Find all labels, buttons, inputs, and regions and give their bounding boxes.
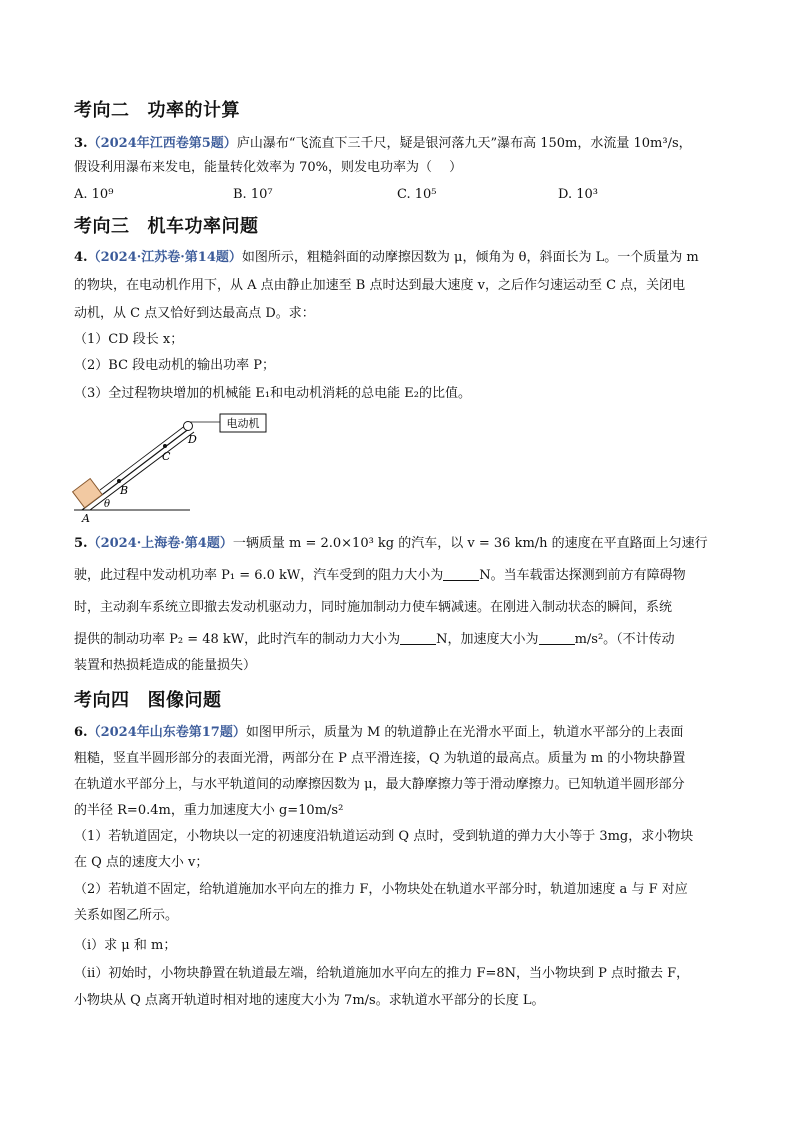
q6-line-8: 关系如图乙所示。 [74,908,179,923]
q4-line-2: 的物块，在电动机作用下，从 A 点由静止加速至 B 点时达到最大速度 v，之后作匀速运动至 C 点，关闭电 [74,278,686,293]
q6-line-3: 在轨道水平部分上，与水平轨道间的动摩擦因数为 μ，最大静摩擦力等于滑动摩擦力。已知轨道半圆形部分 [74,777,685,792]
section-title: 图像问题 [147,690,222,711]
section-title: 功率的计算 [147,100,240,121]
pulley-icon [184,422,193,431]
q6-line-6: 在 Q 点的速度大小 v； [74,855,209,870]
label-a: A [82,512,90,525]
q6-line-10: （ii）初始时，小物块静置在轨道最左端，给轨道施加水平向左的推力 F=8N，当小物块到 P 点时撤去 F， [74,966,690,981]
q4-line-1: 4.（2024·江苏卷·第14题）如图所示，粗糙斜面的动摩擦因数为 μ，倾角为 θ，斜面长为 L。一个质量为 m [74,250,699,265]
q6-line-9: （i）求 μ 和 m； [74,938,177,953]
section-heading-vehicle-power [74,212,259,238]
q3-source: （2024年江西卷第5题） [87,136,237,151]
q4-line-3: 动机，从 C 点又恰好到达最高点 D。求： [74,306,315,321]
q5-line-2: 驶，此过程中发动机功率 P₁ = 6.0 kW，汽车受到的阻力大小为 N。当车载雷达探测到前方有障碍物 [74,568,686,583]
q5-source: （2024·上海卷·第4题） [87,536,233,551]
label-c: C [162,450,171,463]
section-label: 考向四 [74,690,130,711]
q4-sub-3: （3）全过程物块增加的机械能 E₁和电动机消耗的总电能 E₂的比值。 [74,386,471,401]
label-b: B [120,484,129,497]
answer-blank-3[interactable] [539,632,575,645]
q3-line-2: 假设利用瀑布来发电，能量转化效率为 70%，则发电功率为（ ） [74,160,463,175]
answer-blank-2[interactable] [400,632,436,645]
answer-blank-1[interactable] [443,568,479,581]
label-d: D [188,433,197,446]
q5-number: 5. [74,536,88,551]
q3-number: 3. [74,136,88,151]
q6-number: 6. [74,725,88,740]
q4-sub-2: （2）BC 段电动机的输出功率 P； [74,358,276,373]
q6-line-2: 粗糙，竖直半圆形部分的表面光滑，两部分在 P 点平滑连接，Q 为轨道的最高点。质量为 m 的小物块静置 [74,751,686,766]
section-label: 考向二 [74,100,130,121]
section-heading-power-calc [74,96,240,122]
section-heading-graph-problems [74,686,222,712]
q6-source: （2024年山东卷第17题） [87,725,246,740]
q4-source: （2024·江苏卷·第14题） [87,250,242,265]
q3-option-c: C. 10⁵ [397,187,437,202]
q6-line-4: 的半径 R=0.4m，重力加速度大小 g=10m/s² [74,803,344,818]
q4-sub-1: （1）CD 段长 x； [74,332,184,347]
cable-line [100,425,186,490]
q6-line-11: 小物块从 Q 点离开轨道时相对地的速度大小为 7m/s。求轨道水平部分的长度 L。 [74,993,545,1008]
incline-motor-figure [70,410,280,525]
section-label: 考向三 [74,216,130,237]
q3-line-1: 3.（2024年江西卷第5题）庐山瀑布“飞流直下三千尺，疑是银河落九天”瀑布高 150m，水流量 10m³/s， [74,136,692,151]
q5-line-1: 5.（2024·上海卷·第4题）一辆质量 m = 2.0×10³ kg 的汽车，以 v = 36 km/h 的速度在平直路面上匀速行 [74,536,708,551]
q3-option-d: D. 10³ [558,187,598,202]
q5-line-3: 时，主动刹车系统立即撤去发动机驱动力，同时施加制动力使车辆减速。在刚进入制动状态的瞬间，系统 [74,600,673,615]
motor-label: 电动机 [226,417,260,430]
section-title: 机车功率问题 [147,216,259,237]
q5-line-4: 提供的制动功率 P₂ = 48 kW，此时汽车的制动力大小为 N，加速度大小为 m/s²。（不计传动 [74,632,675,647]
block-shape [73,479,103,508]
point-b [117,479,121,483]
q6-line-5: （1）若轨道固定，小物块以一定的初速度沿轨道运动到 Q 点时，受到轨道的弹力大小等于 3mg，求小物块 [74,829,694,844]
q3-option-b: B. 10⁷ [233,187,273,202]
label-theta: θ [104,499,111,510]
q3-option-a: A. 10⁹ [74,187,114,202]
point-c [163,444,167,448]
q4-number: 4. [74,250,88,265]
q5-line-5: 装置和热损耗造成的能量损失） [74,658,257,673]
q6-line-1: 6.（2024年山东卷第17题）如图甲所示，质量为 M 的轨道静止在光滑水平面上，轨道水平部分的上表面 [74,725,684,740]
q6-line-7: （2）若轨道不固定，给轨道施加水平向左的推力 F，小物块处在轨道水平部分时，轨道加速度 a 与 F 对应 [74,882,688,897]
